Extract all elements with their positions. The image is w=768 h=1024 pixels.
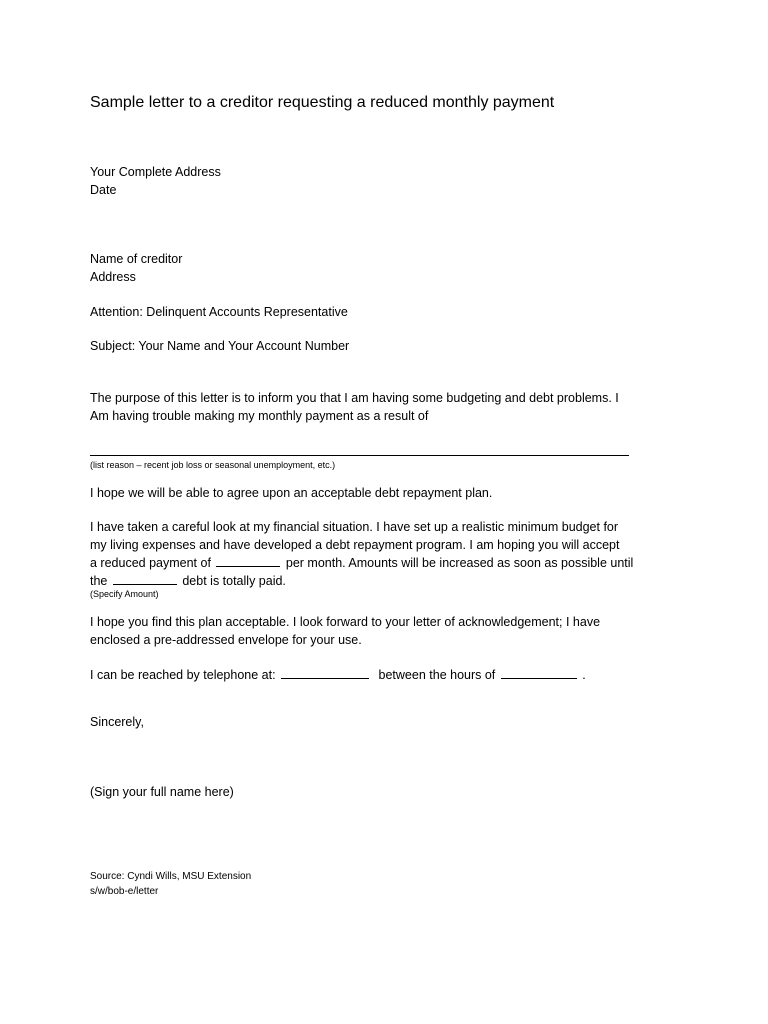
plan-paragraph [90, 518, 633, 590]
hours-blank [501, 668, 577, 679]
sender-date: Date [90, 183, 117, 197]
intro-line-2: Am having trouble making my monthly payment as a result of [90, 409, 429, 423]
attention-line: Attention: Delinquent Accounts Representative [90, 305, 348, 319]
amount-hint: (Specify Amount) [90, 589, 159, 599]
source-line-1: Source: Cyndi Wills, MSU Extension [90, 871, 252, 882]
acceptance-line-1: I hope you find this plan acceptable. I look forward to your letter of acknowledgement; I have [90, 615, 601, 629]
reason-hint: (list reason – recent job loss or seasonal unemployment, etc.) [90, 460, 336, 470]
debt-amount-blank [113, 574, 177, 585]
letter-title: Sample letter to a creditor requesting a reduced monthly payment [90, 94, 555, 111]
sender-block [90, 163, 221, 199]
contact-phone-label: I can be reached by telephone at: [90, 668, 276, 682]
contact-line [90, 666, 586, 684]
recipient-name: Name of creditor [90, 252, 183, 266]
plan-line-4-start: the [90, 574, 108, 588]
recipient-block [90, 250, 182, 286]
signature-line: (Sign your full name here) [90, 785, 234, 799]
source-block [90, 869, 251, 899]
plan-line-3-end: per month. Amounts will be increased as soon as possible until [285, 556, 634, 570]
phone-blank [281, 668, 369, 679]
plan-line-1: I have taken a careful look at my financial situation. I have set up a realistic minimum budget for [90, 520, 619, 534]
plan-line-3 [90, 554, 633, 572]
intro-paragraph [90, 389, 619, 425]
subject-line: Subject: Your Name and Your Account Number [90, 339, 350, 353]
plan-line-4-end: debt is totally paid. [182, 574, 286, 588]
acceptance-paragraph [90, 613, 600, 649]
sender-address: Your Complete Address [90, 165, 221, 179]
reason-fill-line [90, 455, 629, 456]
intro-line-1: The purpose of this letter is to inform you that I am having some budgeting and debt problems. I [90, 391, 619, 405]
payment-amount-blank [216, 556, 280, 567]
acceptance-line-2: enclosed a pre-addressed envelope for your use. [90, 633, 362, 647]
recipient-address: Address [90, 270, 136, 284]
closing: Sincerely, [90, 715, 144, 729]
plan-line-2: my living expenses and have developed a debt repayment program. I am hoping you will accept [90, 538, 620, 552]
source-line-2: s/w/bob-e/letter [90, 886, 159, 897]
contact-end: . [582, 668, 586, 682]
plan-line-3-start: a reduced payment of [90, 556, 211, 570]
contact-hours-label: between the hours of [378, 668, 496, 682]
hope-plan-line: I hope we will be able to agree upon an acceptable debt repayment plan. [90, 486, 493, 500]
plan-line-4 [90, 572, 633, 590]
